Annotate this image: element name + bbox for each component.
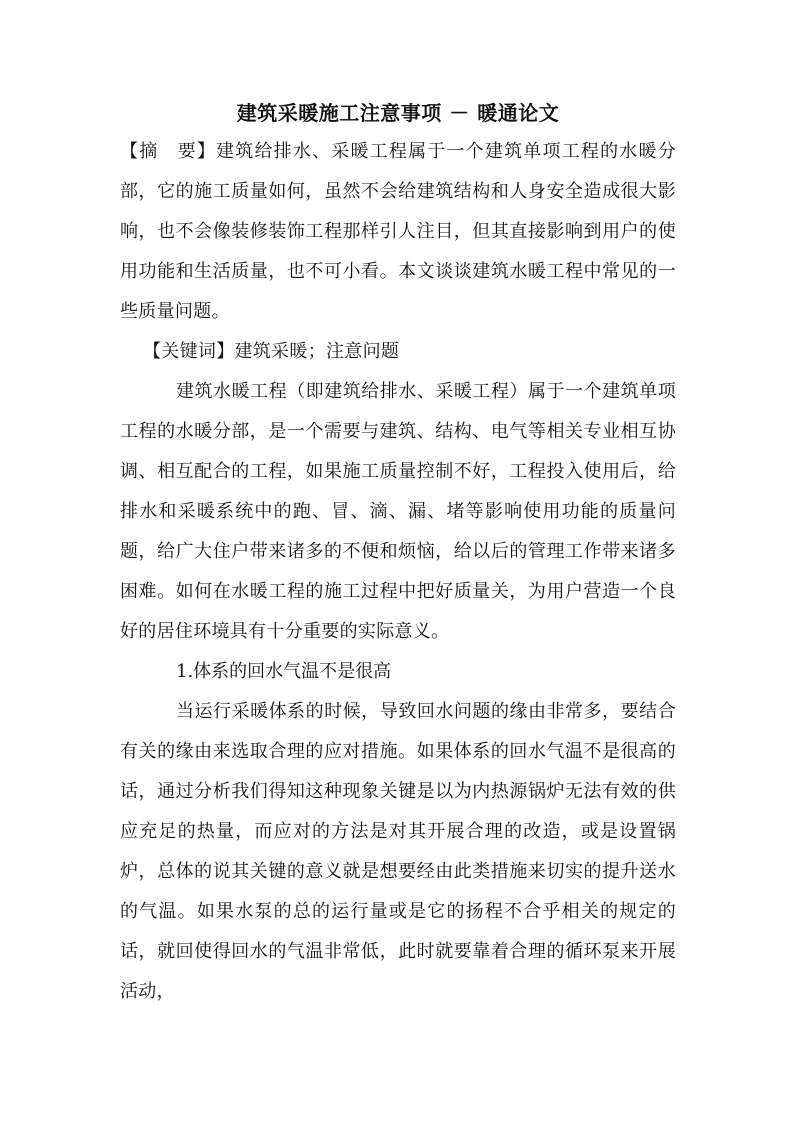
section-paragraph: 当运行采暖体系的时候，导致回水问题的缘由非常多，要结合有关的缘由来选取合理的应对措施。如果体系的回水气温不是很高的话，通过分析我们得知这种现象关键是以为内热源锅炉无法有效的供应充足的热量，而应对的方法是对其开展合理的改造，或是设置锅炉，总体的说其关键的意义就是想要经由此类措施来切实的提升送水的气温。如果水泵的总的运行量或是它的扬程不合乎相关的规定的话，就回使得回水的气温非常低，此时就要靠着合理的循环泵来开展活动， (120, 701, 676, 1002)
keywords-paragraph (120, 332, 676, 372)
abstract-label: 【摘 要】 (120, 141, 217, 162)
abstract-text: 建筑给排水、采暖工程属于一个建筑单项工程的水暖分部，它的施工质量如何，虽然不会给建筑结构和人身安全造成很大影响，也不会像装修装饰工程那样引人注目，但其直接影响到用户的使用功能和生活质量，也不可小看。本文谈谈建筑水暖工程中常见的一些质量问题。 (120, 141, 677, 322)
keywords-text: 建筑采暖；注意问题 (234, 341, 400, 362)
document-page (120, 96, 676, 1012)
document-title: 建筑采暖施工注意事项 － 暖通论文 (236, 101, 560, 125)
keywords-label: 【关键词】 (143, 341, 235, 362)
intro-paragraph: 建筑水暖工程（即建筑给排水、采暖工程）属于一个建筑单项工程的水暖分部，是一个需要与建筑、结构、电气等相关专业相互协调、相互配合的工程，如果施工质量控制不好，工程投入使用后，给排水和采暖系统中的跑、冒、滴、漏、堵等影响使用功能的质量问题，给广大住户带来诸多的不便和烦恼，给以后的管理工作带来诸多困难。如何在水暖工程的施工过程中把好质量关，为用户营造一个良好的居住环境具有十分重要的实际意义。 (120, 381, 676, 642)
section-heading: 1.体系的回水气温不是很高 (176, 661, 392, 682)
abstract-paragraph (120, 132, 676, 332)
